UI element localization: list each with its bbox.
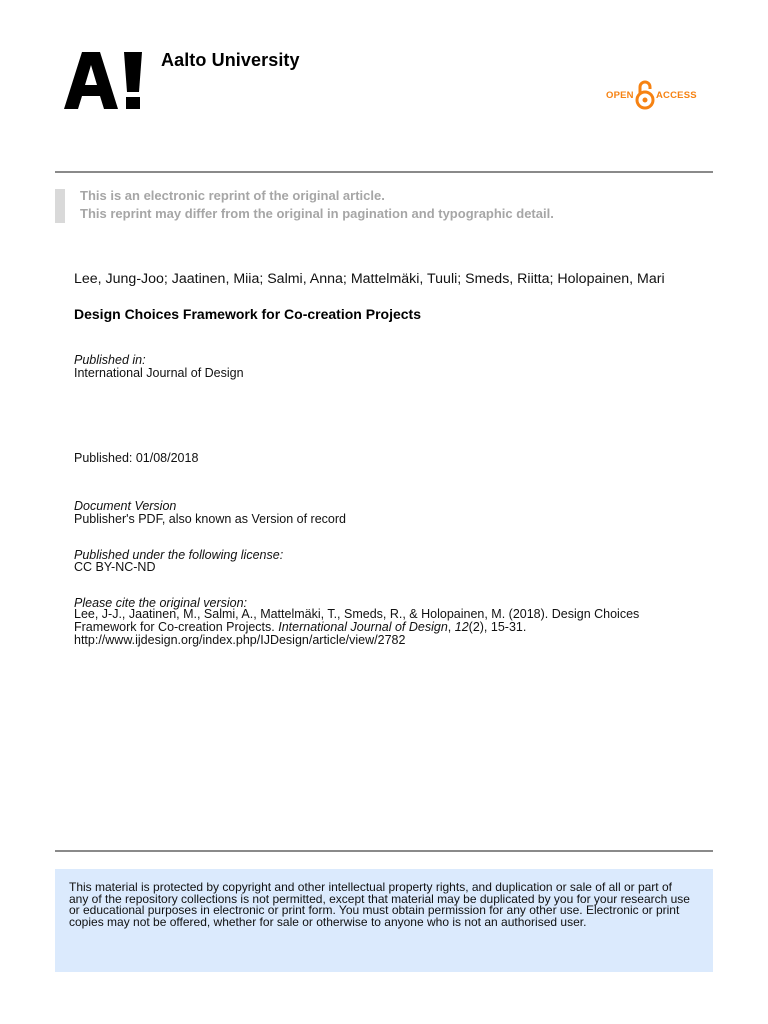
license-label: Published under the following license: [74,548,284,562]
copyright-notice-box [55,869,713,972]
document-version-value: Publisher's PDF, also known as Version of record [74,512,346,526]
citation-text: Lee, J-J., Jaatinen, M., Salmi, A., Mattelmäki, T., Smeds, R., & Holopainen, M. (2018). Design Choices Framework for Co-creation Projects. [74,607,640,634]
article-title: Design Choices Framework for Co-creation Projects [74,306,421,322]
cite-label: Please cite the original version: [74,596,248,610]
copyright-notice-text: This material is protected by copyright and other intellectual property rights, and duplication or sale of all or part of any of the repository collections is not permitted, except that material may be duplicated by you for your research use or educational purposes in electronic or print form. You must obtain permission for any other use. Electronic or print copies may not be offered, whether for sale or otherwise to anyone who is not an authorised user. [69,880,690,929]
reprint-notice-line-1: This is an electronic reprint of the original article. [80,188,385,203]
published-in-label: Published in: [74,353,146,367]
university-name: Aalto University [161,50,300,70]
license-value: CC BY-NC-ND [74,560,156,574]
document-version-label: Document Version [74,499,177,513]
aalto-logo-icon [64,52,144,110]
published-date: Published: 01/08/2018 [74,451,199,465]
open-access-lock-icon [635,80,655,110]
citation-separator: , [447,620,455,634]
top-divider [55,171,713,173]
reprint-notice-line-2: This reprint may differ from the original in pagination and typographic detail. [80,206,554,221]
open-access-badge [606,80,698,110]
citation [74,608,694,647]
citation-pages: (2), 15-31. [468,620,527,634]
bottom-divider [55,850,713,852]
citation-volume: 12 [454,620,469,634]
article-authors: Lee, Jung-Joo; Jaatinen, Miia; Salmi, Anna; Mattelmäki, Tuuli; Smeds, Riitta; Holopainen, Mari [74,271,665,287]
open-access-label-access: ACCESS [656,90,697,101]
open-access-label-open: OPEN [606,90,634,101]
citation-url[interactable]: http://www.ijdesign.org/index.php/IJDesign/article/view/2782 [74,633,406,647]
published-in-value: International Journal of Design [74,366,244,380]
citation-journal: International Journal of Design [278,620,448,634]
reprint-notice-bar [55,189,65,223]
